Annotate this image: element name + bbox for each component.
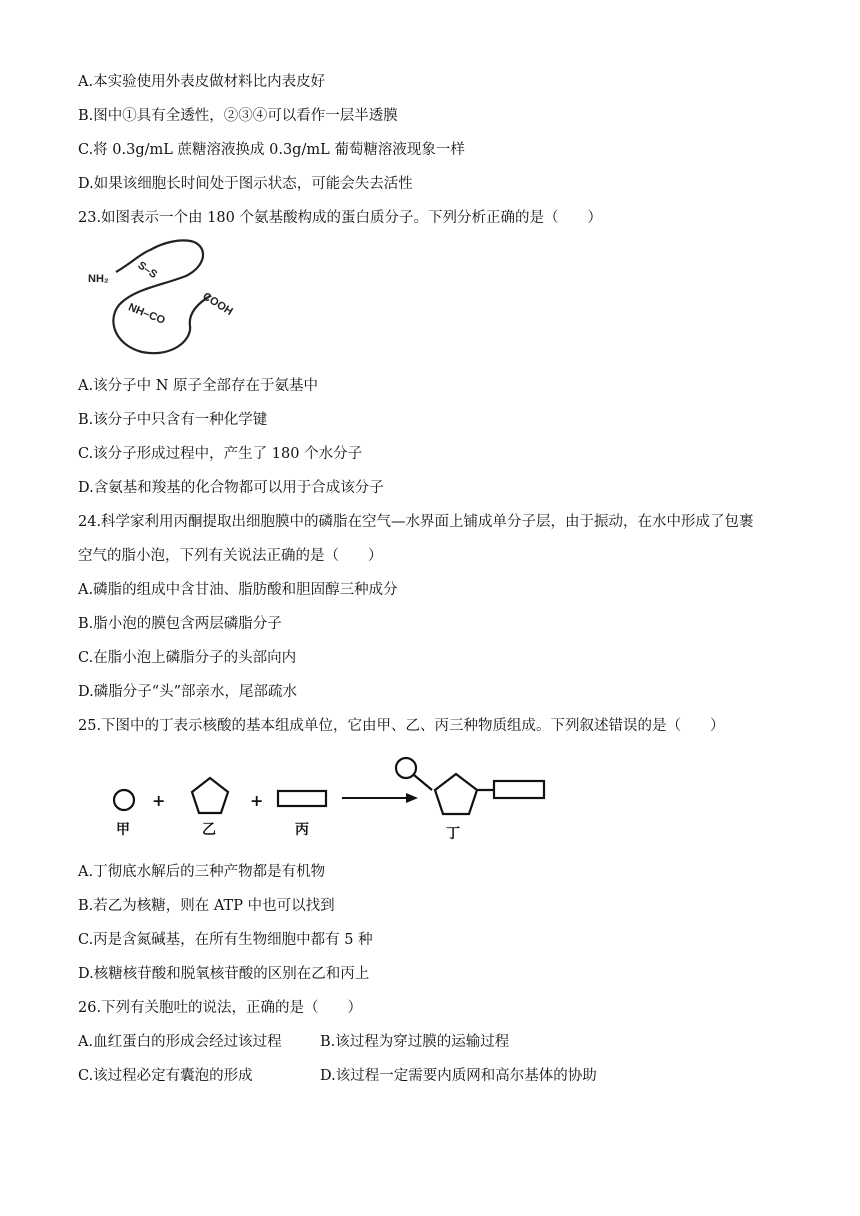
q24-stem-line1: 24.科学家利用丙酮提取出细胞膜中的磷脂在空气—水界面上铺成单分子层，由于振动，在水中形成了包裹: [78, 514, 754, 530]
q23-option-c: C.该分子形成过程中，产生了 180 个水分子: [78, 446, 363, 462]
nucleotide-base: [494, 781, 544, 798]
q26-option-c: C.该过程必定有囊泡的形成: [78, 1068, 253, 1084]
phosphate-circle: [114, 790, 134, 810]
q23-option-d: D.含氨基和羧基的化合物都可以用于合成该分子: [78, 480, 384, 496]
q24-option-c: C.在脂小泡上磷脂分子的头部向内: [78, 650, 297, 666]
q24-option-d: D.磷脂分子“头”部亲水，尾部疏水: [78, 684, 298, 700]
disulfide-label: S–S: [135, 259, 160, 282]
base-rectangle: [278, 791, 326, 806]
q25-option-d: D.核糖核苷酸和脱氧核苷酸的区别在乙和丙上: [78, 966, 370, 982]
q26-stem: 26.下列有关胞吐的说法，正确的是（ ）: [78, 1000, 363, 1016]
q25-option-c: C.丙是含氮碱基，在所有生物细胞中都有 5 种: [78, 932, 373, 948]
q24-option-b: B.脂小泡的膜包含两层磷脂分子: [78, 616, 282, 632]
q23-stem: 23.如图表示一个由 180 个氨基酸构成的蛋白质分子。下列分析正确的是（ ）: [78, 210, 602, 226]
protein-molecule-diagram: [84, 232, 250, 360]
label-bing: 丙: [295, 822, 309, 838]
label-yi: 乙: [202, 822, 216, 838]
arrow-head: [406, 793, 418, 803]
pentose-pentagon: [192, 778, 228, 813]
label-jia: 甲: [116, 822, 130, 838]
q23-option-b: B.该分子中只含有一种化学键: [78, 412, 268, 428]
peptide-bond-label: NH–CO: [126, 301, 167, 327]
q22-option-a: A.本实验使用外表皮做材料比内表皮好: [78, 74, 326, 90]
q23-option-a: A.该分子中 N 原子全部存在于氨基中: [78, 378, 318, 394]
cooh-label: COOH: [200, 290, 235, 319]
q26-option-a: A.血红蛋白的形成会经过该过程: [78, 1034, 282, 1050]
q22-option-c: C.将 0.3g/mL 蔗糖溶液换成 0.3g/mL 葡萄糖溶液现象一样: [78, 142, 465, 158]
q25-option-a: A.丁彻底水解后的三种产物都是有机物: [78, 864, 326, 880]
plus-sign-2: +: [250, 791, 264, 810]
plus-sign-1: +: [152, 791, 166, 810]
nucleotide-phosphate: [396, 758, 416, 778]
nucleotide-composition-diagram: [100, 750, 560, 846]
phosphate-bond: [414, 775, 432, 790]
q25-stem: 25.下图中的丁表示核酸的基本组成单位，它由甲、乙、丙三种物质组成。下列叙述错误的是（ ）: [78, 718, 725, 734]
q24-option-a: A.磷脂的组成中含甘油、脂肪酸和胆固醇三种成分: [78, 582, 398, 598]
q26-option-d: D.该过程一定需要内质网和高尔基体的协助: [320, 1068, 597, 1084]
polypeptide-chain: [113, 240, 210, 353]
q25-option-b: B.若乙为核糖，则在 ATP 中也可以找到: [78, 898, 335, 914]
q24-stem-line2: 空气的脂小泡，下列有关说法正确的是（ ）: [78, 548, 383, 564]
q26-option-b: B.该过程为穿过膜的运输过程: [320, 1034, 510, 1050]
q22-option-b: B.图中①具有全透性，②③④可以看作一层半透膜: [78, 108, 398, 124]
q22-option-d: D.如果该细胞长时间处于图示状态，可能会失去活性: [78, 176, 413, 192]
label-ding: 丁: [446, 826, 460, 842]
nh2-label: NH₂: [88, 273, 109, 285]
nucleotide-pentose: [435, 774, 477, 814]
